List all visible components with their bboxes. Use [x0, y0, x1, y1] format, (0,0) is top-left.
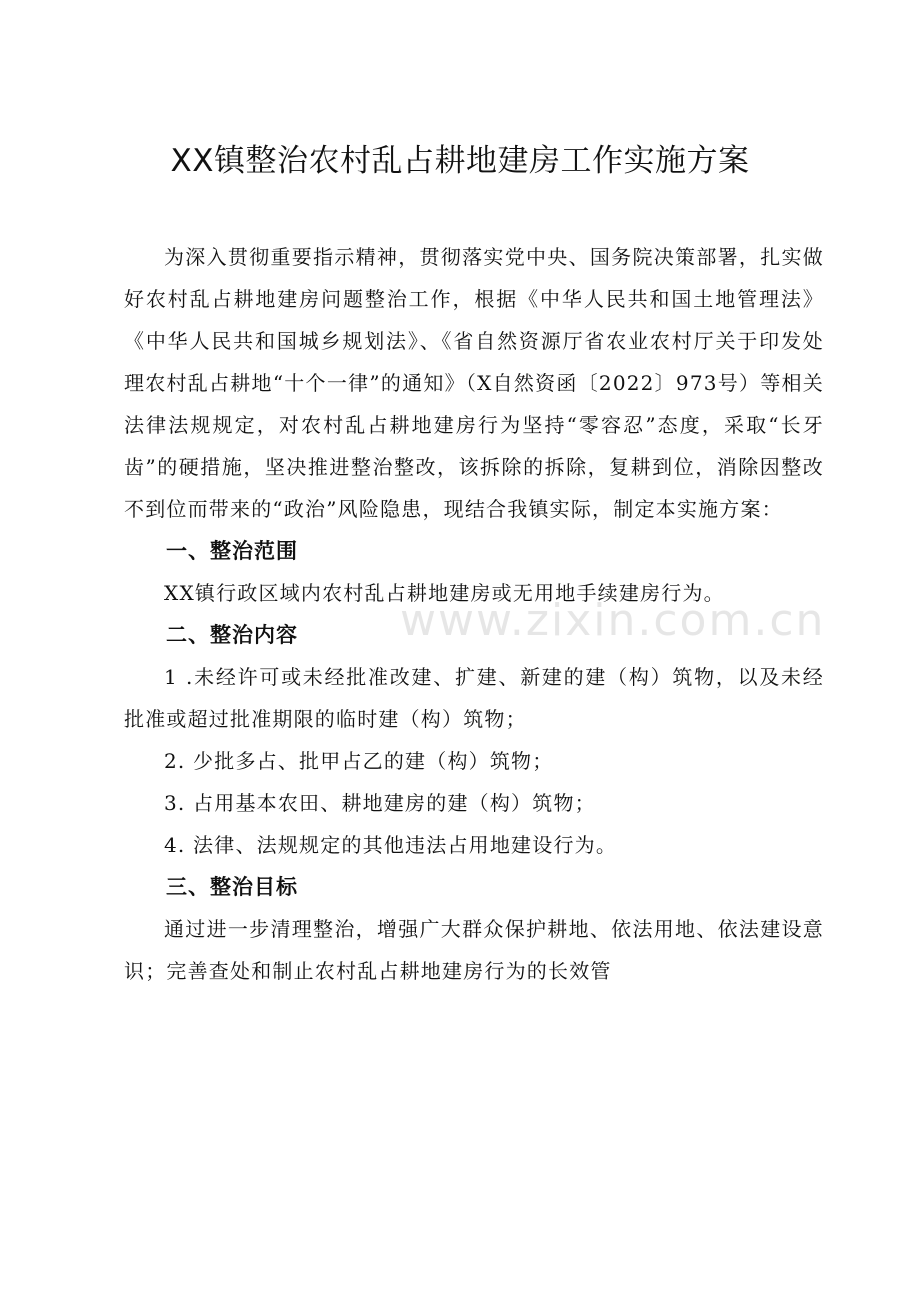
section-heading-scope: 一、整治范围: [166, 539, 298, 563]
content-item-3: 3. 占用基本农田、耕地建房的建（构）筑物；: [164, 791, 596, 815]
content-item-2: 2. 少批多占、批甲占乙的建（构）筑物；: [164, 749, 554, 773]
document-title: XX镇整治农村乱占耕地建房工作实施方案: [170, 143, 750, 179]
intro-paragraph: 为深入贯彻重要指示精神，贯彻落实党中央、国务院决策部署，扎实做好农村乱占耕地建房问题整治工作，根据《中华人民共和国土地管理法》《中华人民共和国城乡规划法》、《省自然资源厅省农业农村厅关于印发处理农村乱占耕地“十个一律”的通知》（X自然资函〔2022〕973号）等相关法律法规规定，对农村乱占耕地建房行为坚持“零容忍”态度，采取“长牙齿”的硬措施，坚决推进整治整改，该拆除的拆除，复耕到位，消除因整改不到位而带来的“政治”风险隐患，现结合我镇实际，制定本实施方案：: [124, 245, 824, 521]
section-heading-content: 二、整治内容: [166, 623, 298, 647]
document-body: [124, 236, 824, 992]
content-item-4: 4. 法律、法规规定的其他违法占用地建设行为。: [164, 833, 618, 857]
scope-text: XX镇行政区域内农村乱占耕地建房或无用地手续建房行为。: [164, 581, 725, 605]
content-item-1: 1 .未经许可或未经批准改建、扩建、新建的建（构）筑物，以及未经批准或超过批准期限的临时建（构）筑物；: [124, 665, 824, 731]
section-heading-goal: 三、整治目标: [166, 875, 298, 899]
watermark: www.zixin.com.cn: [400, 595, 826, 646]
goal-text: 通过进一步清理整治，增强广大群众保护耕地、依法用地、依法建设意识；完善查处和制止农村乱占耕地建房行为的长效管: [124, 917, 824, 983]
